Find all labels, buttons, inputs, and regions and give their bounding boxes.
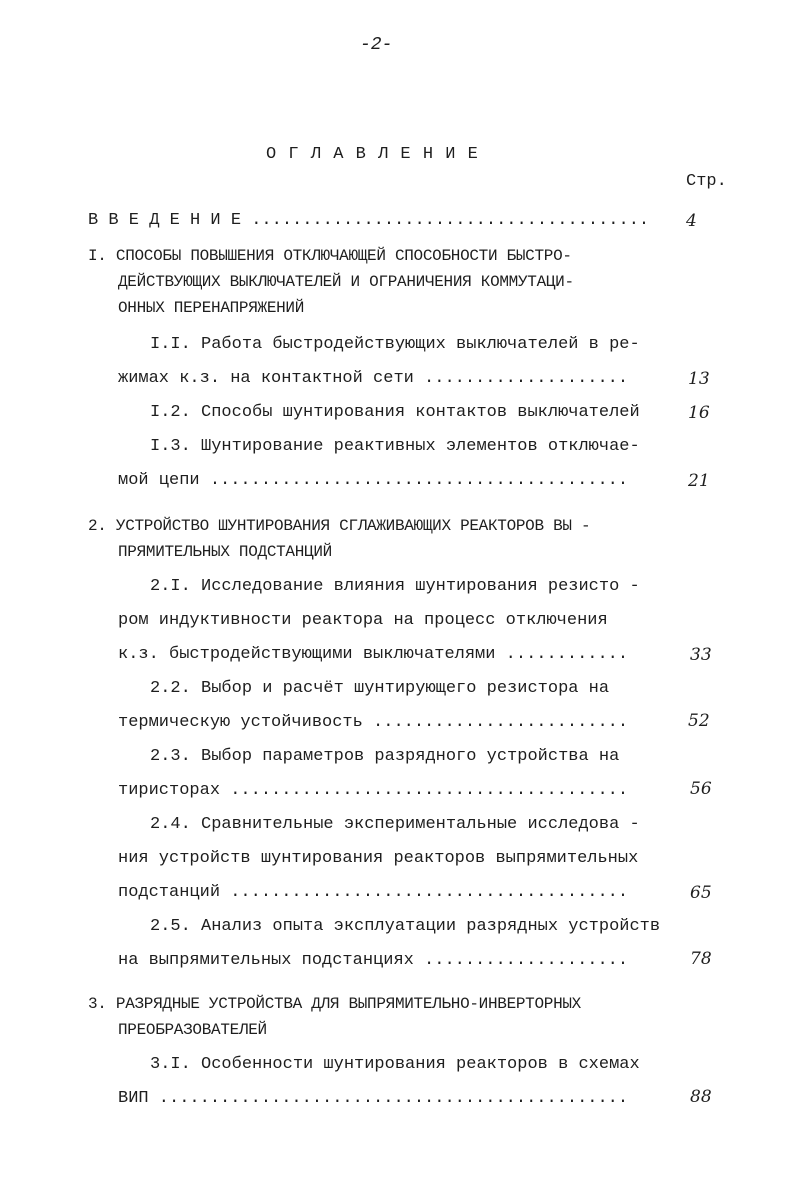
toc-section-2-4-cont: ния устройств шунтирования реакторов выпрямительных xyxy=(118,849,639,868)
toc-section-1-1: I.I. Работа быстродействующих выключателей в ре- xyxy=(150,335,640,354)
toc-section-2-4: 2.4. Сравнительные экспериментальные исследова - xyxy=(150,815,640,834)
toc-section-2-3-cont: тиристорах ....................................... xyxy=(118,781,629,800)
toc-section-2-1: 2.I. Исследование влияния шунтирования резисто - xyxy=(150,577,640,596)
toc-chapter-3-title: 3. РАЗРЯДНЫЕ УСТРОЙСТВА ДЛЯ ВЫПРЯМИТЕЛЬНО-ИНВЕРТОРНЫХ xyxy=(88,995,581,1013)
page-number: -2- xyxy=(360,35,393,55)
toc-chapter-1-title-cont: ОННЫХ ПЕРЕНАПРЯЖЕНИЙ xyxy=(118,299,305,317)
toc-section-1-3: I.3. Шунтирование реактивных элементов отключае- xyxy=(150,437,640,456)
toc-chapter-1-title: I. СПОСОБЫ ПОВЫШЕНИЯ ОТКЛЮЧАЮЩЕЙ СПОСОБНОСТИ БЫСТРО- xyxy=(88,247,572,265)
toc-section-2-2: 2.2. Выбор и расчёт шунтирующего резистора на xyxy=(150,679,610,698)
toc-page-1-3: 21 xyxy=(688,471,710,491)
page-column-header: Стр. xyxy=(686,172,727,191)
toc-section-1-3-cont: мой цепи ......................................... xyxy=(118,471,629,490)
toc-page-2-2: 52 xyxy=(688,711,710,731)
toc-section-2-2-cont: термическую устойчивость ......................... xyxy=(118,713,629,732)
toc-section-3-1: 3.I. Особенности шунтирования реакторов в схемах xyxy=(150,1055,640,1074)
toc-section-2-1-cont: ром индуктивности реактора на процесс отключения xyxy=(118,611,608,630)
toc-line-introduction: В В Е Д Е Н И Е ....................................... xyxy=(88,211,650,230)
toc-page-introduction: 4 xyxy=(686,211,697,231)
toc-section-2-4-cont: подстанций ....................................... xyxy=(118,883,629,902)
toc-chapter-2-title: 2. УСТРОЙСТВО ШУНТИРОВАНИЯ СГЛАЖИВАЮЩИХ РЕАКТОРОВ ВЫ - xyxy=(88,517,591,535)
page-title: О Г Л А В Л Е Н И Е xyxy=(266,145,479,164)
toc-section-1-2: I.2. Способы шунтирования контактов выключателей xyxy=(150,403,640,422)
toc-section-3-1-cont: ВИП .............................................. xyxy=(118,1089,629,1108)
toc-page-1-2: 16 xyxy=(688,403,710,423)
toc-page-2-4: 65 xyxy=(690,883,712,903)
toc-page-2-5: 78 xyxy=(690,949,712,969)
toc-section-2-5-cont: на выпрямительных подстанциях .................... xyxy=(118,951,629,970)
toc-section-2-3: 2.3. Выбор параметров разрядного устройства на xyxy=(150,747,620,766)
toc-chapter-1-title-cont: ДЕЙСТВУЮЩИХ ВЫКЛЮЧАТЕЛЕЙ И ОГРАНИЧЕНИЯ КОММУТАЦИ- xyxy=(118,273,574,291)
toc-page-3-1: 88 xyxy=(690,1087,712,1107)
toc-section-2-5: 2.5. Анализ опыта эксплуатации разрядных устройств xyxy=(150,917,661,936)
toc-section-2-1-cont: к.з. быстродействующими выключателями ............ xyxy=(118,645,629,664)
toc-page-1-1: 13 xyxy=(688,369,710,389)
toc-page-2-1: 33 xyxy=(690,645,712,665)
toc-chapter-3-title-cont: ПРЕОБРАЗОВАТЕЛЕЙ xyxy=(118,1021,267,1039)
toc-section-1-1-cont: жимах к.з. на контактной сети .................... xyxy=(118,369,629,388)
toc-chapter-2-title-cont: ПРЯМИТЕЛЬНЫХ ПОДСТАНЦИЙ xyxy=(118,543,332,561)
toc-page-2-3: 56 xyxy=(690,779,712,799)
